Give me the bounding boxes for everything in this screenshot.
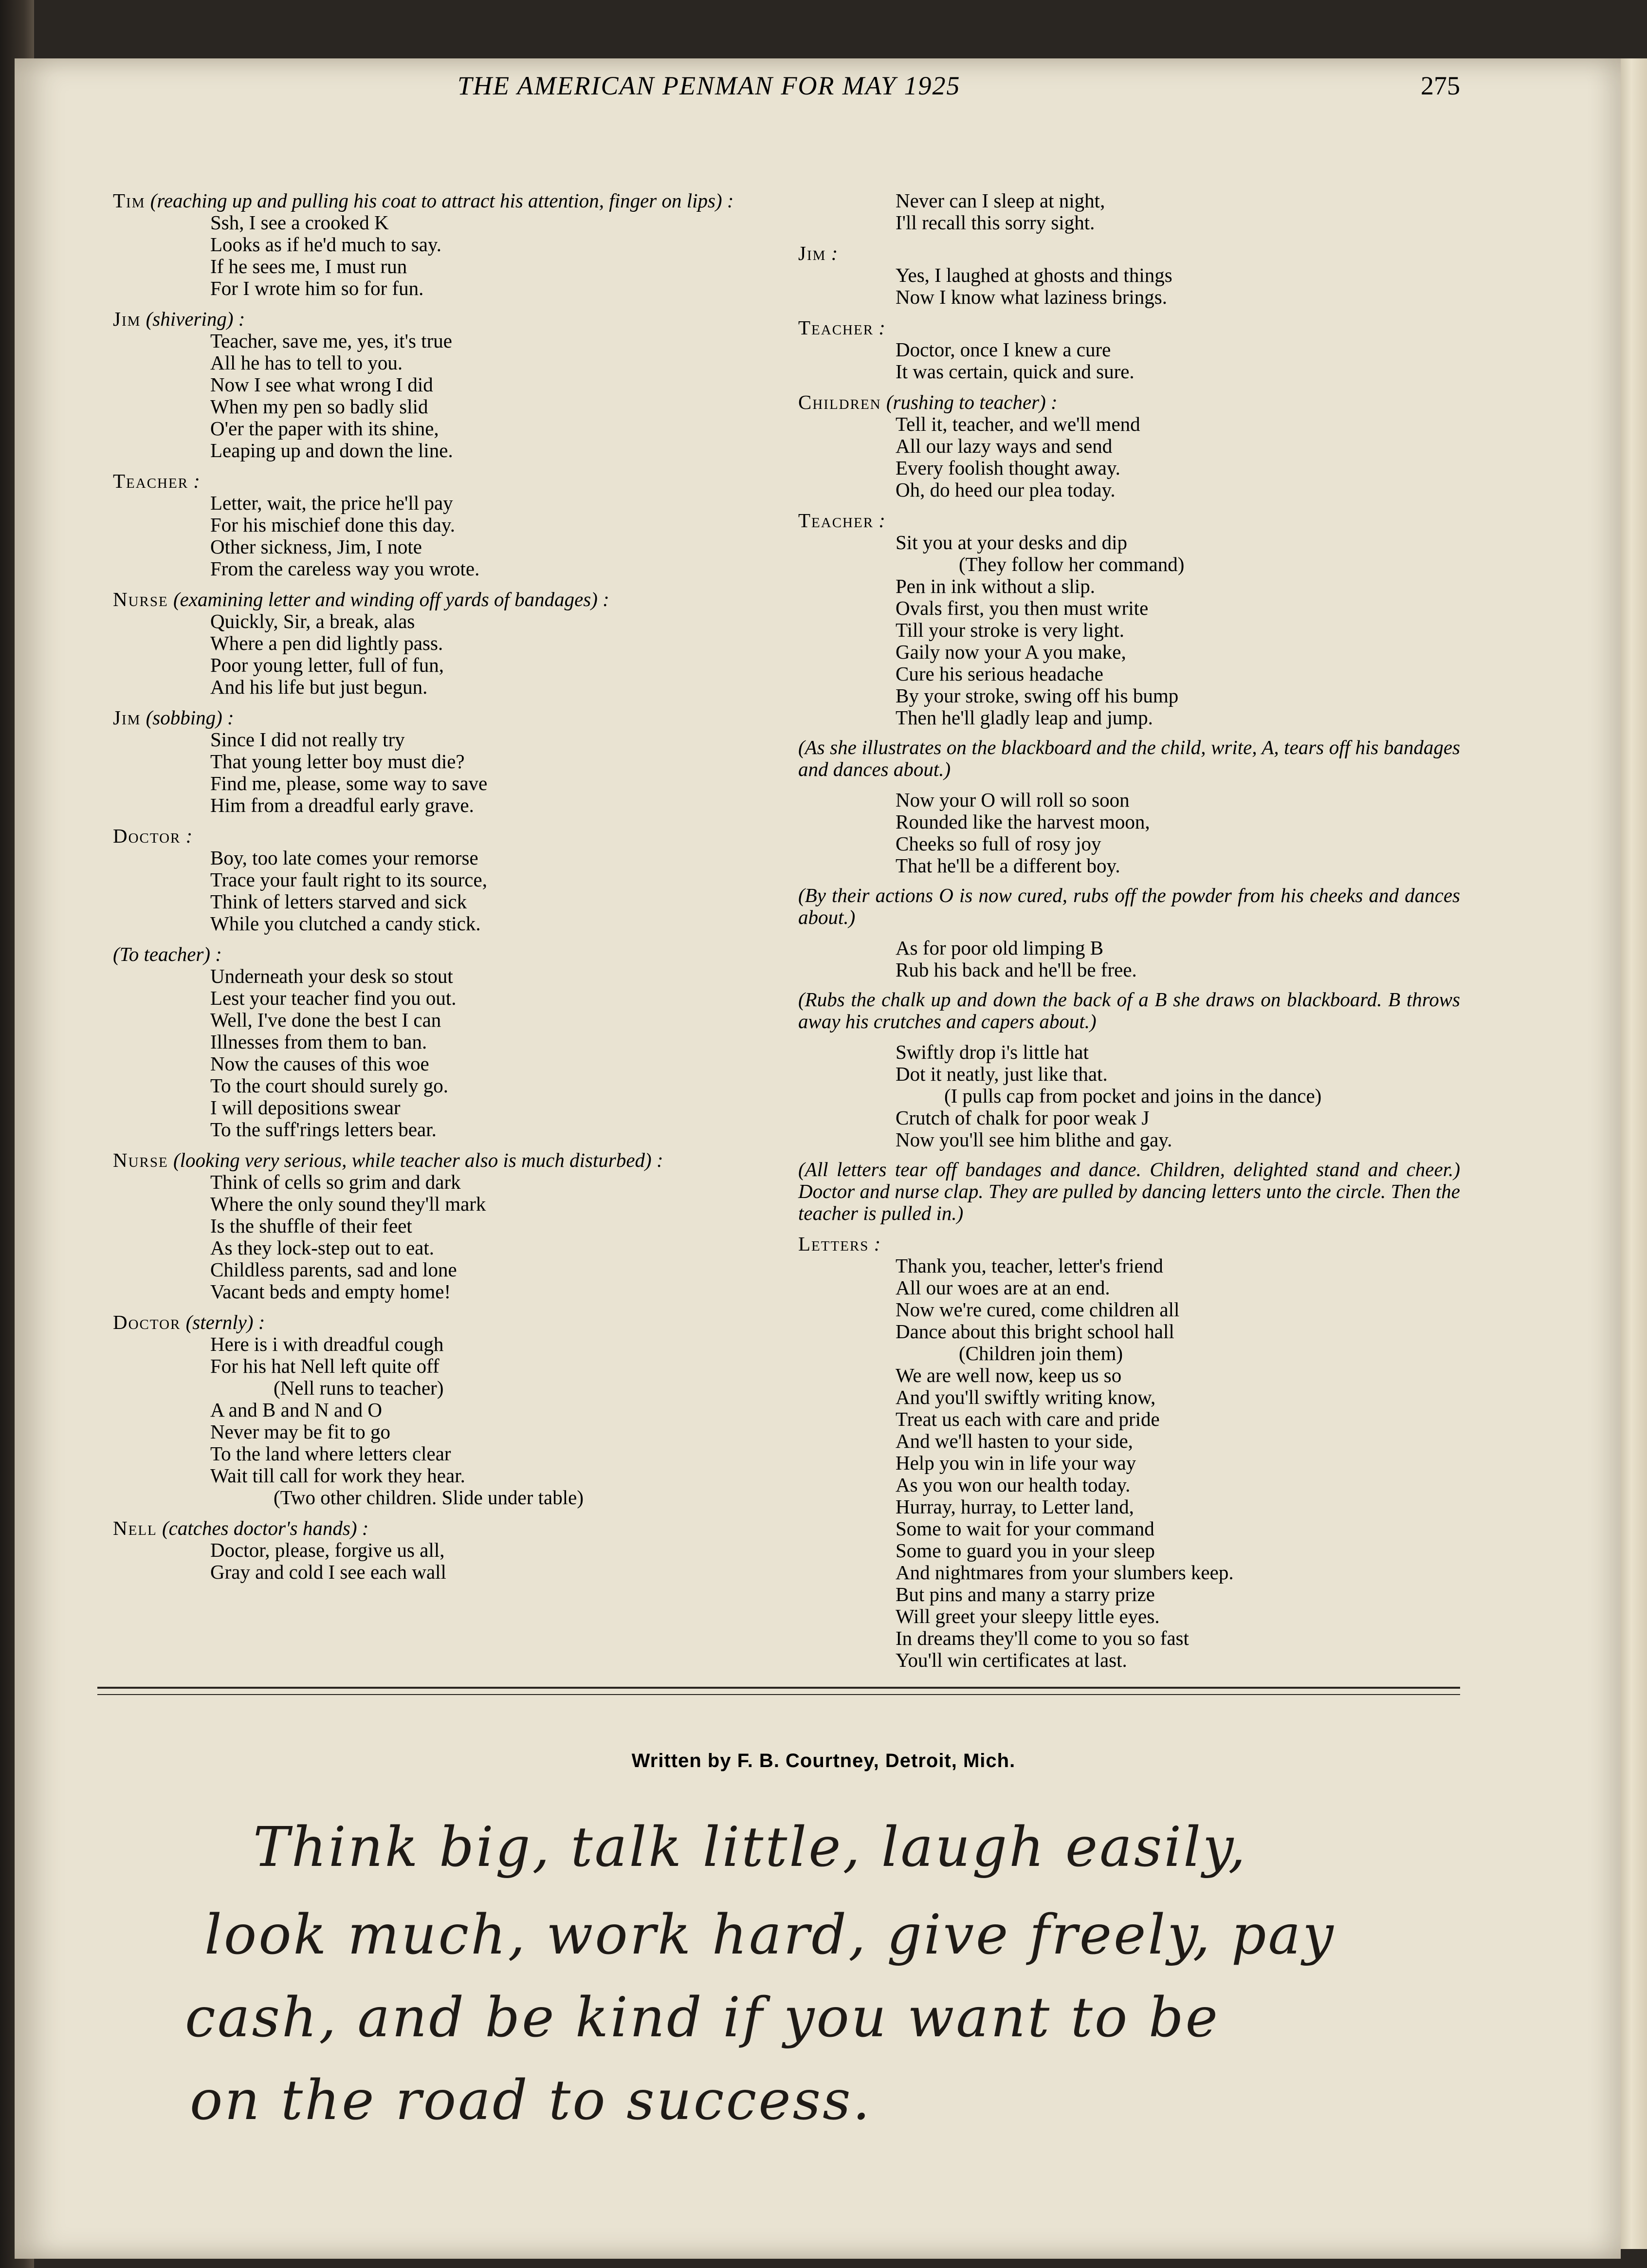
- speaker-block: [113, 1311, 794, 1509]
- verse-line: Where the only sound they'll mark: [210, 1193, 486, 1215]
- verse-line: Now your O will roll so soon: [896, 789, 1130, 811]
- verse-block: [798, 789, 1460, 877]
- verse-line: If he sees me, I must run: [210, 255, 407, 277]
- page-header: [117, 71, 1460, 114]
- verse-line: Cheeks so full of rosy joy: [896, 832, 1101, 855]
- verse-line: Hurray, hurray, to Letter land,: [896, 1495, 1134, 1518]
- verse-line: Think of letters starved and sick: [210, 890, 467, 913]
- verse-line: It was certain, quick and sure.: [896, 360, 1135, 383]
- script-line: Think big, talk little, laugh easily,: [253, 1816, 1248, 1879]
- speaker-name: Jim: [113, 706, 141, 729]
- verse-line: All he has to tell to you.: [210, 351, 403, 374]
- verse-line: Help you win in life your way: [896, 1452, 1136, 1474]
- verse-line: Gaily now your A you make,: [896, 641, 1126, 663]
- stage-direction-block: (All letters tear off bandages and dance. Children, delighted stand and cheer.) Doctor and nurse clap. They are pulled by dancing letters unto the circle. Then the teacher is pulled in.): [798, 1158, 1460, 1224]
- stage-direction-block: (As she illustrates on the blackboard and the child, write, A, tears off his bandages and dances about.): [798, 736, 1460, 780]
- verse-line: Cure his serious headache: [896, 663, 1103, 685]
- verse-line: Other sickness, Jim, I note: [210, 535, 422, 558]
- verse-line: (Children join them): [959, 1342, 1123, 1364]
- verse-line: Teacher, save me, yes, it's true: [210, 330, 452, 352]
- verse-line: While you clutched a candy stick.: [210, 912, 481, 935]
- verse-line: Illnesses from them to ban.: [210, 1031, 427, 1053]
- verse-line: For his mischief done this day.: [210, 514, 455, 536]
- verse-line: Think of cells so grim and dark: [210, 1171, 461, 1193]
- verse-line: Then he'll gladly leap and jump.: [896, 706, 1153, 729]
- verse-line: Find me, please, some way to save: [210, 772, 488, 794]
- verse-line: Where a pen did lightly pass.: [210, 632, 443, 654]
- stage-direction: (To teacher) :: [113, 943, 222, 965]
- running-title: THE AMERICAN PENMAN FOR MAY 1925: [458, 71, 961, 100]
- script-line: cash, and be kind if you want to be: [185, 1986, 1220, 2049]
- verse-line: Till your stroke is very light.: [896, 619, 1124, 641]
- speaker-name: Doctor: [113, 825, 181, 847]
- verse-line: When my pen so badly slid: [210, 395, 428, 418]
- verse-line: Him from a dreadful early grave.: [210, 794, 474, 816]
- verse-line: I'll recall this sorry sight.: [896, 211, 1095, 234]
- verse-line: (They follow her command): [959, 553, 1185, 575]
- verse-line: (Two other children. Slide under table): [274, 1486, 584, 1509]
- divider-rule: [97, 1687, 1460, 1689]
- verse-line: Every foolish thought away.: [896, 457, 1120, 479]
- verse-line: And you'll swiftly writing know,: [896, 1386, 1156, 1408]
- stage-direction: (sobbing) :: [146, 706, 234, 729]
- stage-direction: (catches doctor's hands) :: [162, 1517, 369, 1539]
- verse-line: Now you'll see him blithe and gay.: [896, 1128, 1172, 1151]
- speaker-block: [113, 308, 794, 461]
- verse-line: (I pulls cap from pocket and joins in the dance): [944, 1085, 1322, 1107]
- verse-line: Never may be fit to go: [210, 1420, 391, 1443]
- verse-line: By your stroke, swing off his bump: [896, 684, 1179, 707]
- speaker-block: [113, 589, 794, 698]
- verse-line: Here is i with dreadful cough: [210, 1333, 444, 1355]
- speaker-name: Teacher: [113, 470, 189, 492]
- speaker-name: Nell: [113, 1517, 157, 1539]
- speaker-name: Teacher: [798, 316, 874, 339]
- verse-line: Dance about this bright school hall: [896, 1320, 1174, 1343]
- verse-line: Yes, I laughed at ghosts and things: [896, 264, 1172, 286]
- speaker-name: Nurse: [113, 1149, 168, 1171]
- speaker-name: Doctor: [113, 1311, 181, 1333]
- script-line: on the road to success.: [190, 2069, 872, 2132]
- verse-line: Well, I've done the best I can: [210, 1009, 441, 1031]
- verse-line: Gray and cold I see each wall: [210, 1561, 446, 1583]
- stage-direction: (examining letter and winding off yards of bandages) :: [173, 588, 609, 610]
- stage-direction: :: [193, 470, 200, 492]
- verse-line: But pins and many a starry prize: [896, 1583, 1155, 1605]
- verse-line: To the court should surely go.: [210, 1074, 449, 1097]
- stage-direction: :: [878, 509, 885, 532]
- verse-line: Treat us each with care and pride: [896, 1408, 1160, 1430]
- verse-line: Vacant beds and empty home!: [210, 1280, 451, 1303]
- verse-line: (Nell runs to teacher): [274, 1377, 444, 1399]
- stage-direction: (rushing to teacher) :: [886, 391, 1058, 413]
- verse-line: Oh, do heed our plea today.: [896, 479, 1116, 501]
- stage-direction: :: [878, 316, 885, 339]
- verse-line: Thank you, teacher, letter's friend: [896, 1254, 1163, 1277]
- divider-rule: [97, 1694, 1460, 1695]
- speaker-name: Jim: [113, 308, 141, 330]
- stage-direction-block: (Rubs the chalk up and down the back of a B she draws on blackboard. B throws away his crutches and capers about.): [798, 988, 1460, 1033]
- verse-line: And his life but just begun.: [210, 676, 428, 698]
- verse-line: Swiftly drop i's little hat: [896, 1041, 1089, 1063]
- stage-direction: :: [185, 825, 193, 847]
- verse-line: Letter, wait, the price he'll pay: [210, 492, 453, 514]
- verse-line: Now I know what laziness brings.: [896, 286, 1167, 308]
- verse-block: [798, 1041, 1460, 1151]
- verse-line: Rounded like the harvest moon,: [896, 811, 1150, 833]
- stage-direction: (reaching up and pulling his coat to attract his attention, finger on lips) :: [150, 189, 734, 212]
- speaker-name: Letters: [798, 1233, 869, 1255]
- verse-line: In dreams they'll come to you so fast: [896, 1627, 1189, 1649]
- verse-line: For his hat Nell left quite off: [210, 1355, 439, 1377]
- script-line: look much, work hard, give freely, pay: [204, 1903, 1336, 1967]
- verse-line: Is the shuffle of their feet: [210, 1215, 412, 1237]
- credit-line: Written by F. B. Courtney, Detroit, Mich.: [631, 1750, 1016, 1771]
- speaker-block: [798, 242, 1460, 308]
- stage-direction: :: [874, 1233, 881, 1255]
- verse-line: Ovals first, you then must write: [896, 597, 1149, 619]
- verse-line: And we'll hasten to your side,: [896, 1430, 1133, 1452]
- verse-block: [798, 937, 1460, 981]
- speaker-block: [113, 190, 794, 299]
- speaker-name: Nurse: [113, 588, 168, 610]
- verse-line: Ssh, I see a crooked K: [210, 211, 389, 234]
- verse-line: Some to guard you in your sleep: [896, 1539, 1155, 1562]
- verse-line: You'll win certificates at last.: [896, 1649, 1127, 1671]
- speaker-block: [798, 1233, 1460, 1671]
- verse-line: Tell it, teacher, and we'll mend: [896, 413, 1140, 435]
- verse-line: Rub his back and he'll be free.: [896, 959, 1137, 981]
- verse-line: Quickly, Sir, a break, alas: [210, 610, 415, 632]
- page-number: 275: [1421, 71, 1460, 100]
- speaker-block: [798, 510, 1460, 729]
- speaker-name: Jim: [798, 242, 826, 264]
- intro-lines: [798, 190, 1460, 234]
- verse-line: Some to wait for your command: [896, 1517, 1154, 1540]
- speaker-block: [798, 317, 1460, 383]
- verse-line: Leaping up and down the line.: [210, 439, 453, 461]
- verse-line: Pen in ink without a slip.: [896, 575, 1095, 597]
- verse-line: Will greet your sleepy little eyes.: [896, 1605, 1160, 1627]
- speaker-block: [113, 825, 794, 935]
- stage-direction-block: (By their actions O is now cured, rubs off the powder from his cheeks and dances about.): [798, 884, 1460, 928]
- verse-line: To the suff'rings letters bear.: [210, 1118, 437, 1141]
- stage-direction: (shivering) :: [146, 308, 245, 330]
- left-column: [113, 190, 794, 1583]
- verse-line: To the land where letters clear: [210, 1442, 451, 1465]
- verse-line: As they lock-step out to eat.: [210, 1236, 435, 1259]
- speaker-name: Children: [798, 391, 881, 413]
- speaker-block: [113, 943, 794, 1141]
- verse-line: As for poor old limping B: [896, 937, 1104, 959]
- verse-line: Lest your teacher find you out.: [210, 987, 457, 1009]
- verse-line: That he'll be a different boy.: [896, 854, 1120, 877]
- speaker-block: [798, 391, 1460, 501]
- stage-direction: (looking very serious, while teacher also is much disturbed) :: [173, 1149, 663, 1171]
- verse-line: From the careless way you wrote.: [210, 557, 480, 580]
- verse-line: Underneath your desk so stout: [210, 965, 453, 987]
- verse-line: Now we're cured, come children all: [896, 1298, 1180, 1321]
- stage-direction: :: [831, 242, 838, 264]
- verse-line: O'er the paper with its shine,: [210, 417, 439, 440]
- speaker-block: [113, 707, 794, 816]
- stage-direction: (sternly) :: [185, 1311, 265, 1333]
- verse-line: Wait till call for work they hear.: [210, 1464, 465, 1487]
- verse-line: Never can I sleep at night,: [896, 189, 1105, 212]
- verse-line: All our lazy ways and send: [896, 435, 1113, 457]
- verse-line: Doctor, once I knew a cure: [896, 338, 1111, 361]
- verse-line: A and B and N and O: [210, 1399, 383, 1421]
- verse-line: Dot it neatly, just like that.: [896, 1063, 1108, 1085]
- speaker-name: Teacher: [798, 509, 874, 532]
- verse-line: Trace your fault right to its source,: [210, 868, 487, 891]
- verse-line: All our woes are at an end.: [896, 1276, 1110, 1299]
- speaker-name: Tim: [113, 189, 146, 212]
- verse-line: As you won our health today.: [896, 1474, 1131, 1496]
- verse-line: For I wrote him so for fun.: [210, 277, 424, 299]
- verse-line: That young letter boy must die?: [210, 750, 465, 773]
- verse-line: Looks as if he'd much to say.: [210, 233, 442, 256]
- verse-line: Crutch of chalk for poor weak J: [896, 1106, 1150, 1129]
- verse-line: Now the causes of this woe: [210, 1052, 429, 1075]
- verse-line: Now I see what wrong I did: [210, 373, 433, 396]
- verse-line: Childless parents, sad and lone: [210, 1258, 457, 1281]
- verse-line: I will depositions swear: [210, 1096, 401, 1119]
- page-edge: [1621, 58, 1647, 2249]
- verse-line: Sit you at your desks and dip: [896, 531, 1128, 553]
- verse-line: We are well now, keep us so: [896, 1364, 1122, 1386]
- right-column: [798, 190, 1460, 1671]
- verse-line: Doctor, please, forgive us all,: [210, 1539, 445, 1561]
- speaker-block: [113, 1149, 794, 1303]
- verse-line: Since I did not really try: [210, 728, 405, 751]
- verse-line: Boy, too late comes your remorse: [210, 847, 478, 869]
- speaker-block: [113, 470, 794, 580]
- verse-line: And nightmares from your slumbers keep.: [896, 1561, 1234, 1584]
- verse-line: Poor young letter, full of fun,: [210, 654, 444, 676]
- speaker-block: [113, 1517, 794, 1583]
